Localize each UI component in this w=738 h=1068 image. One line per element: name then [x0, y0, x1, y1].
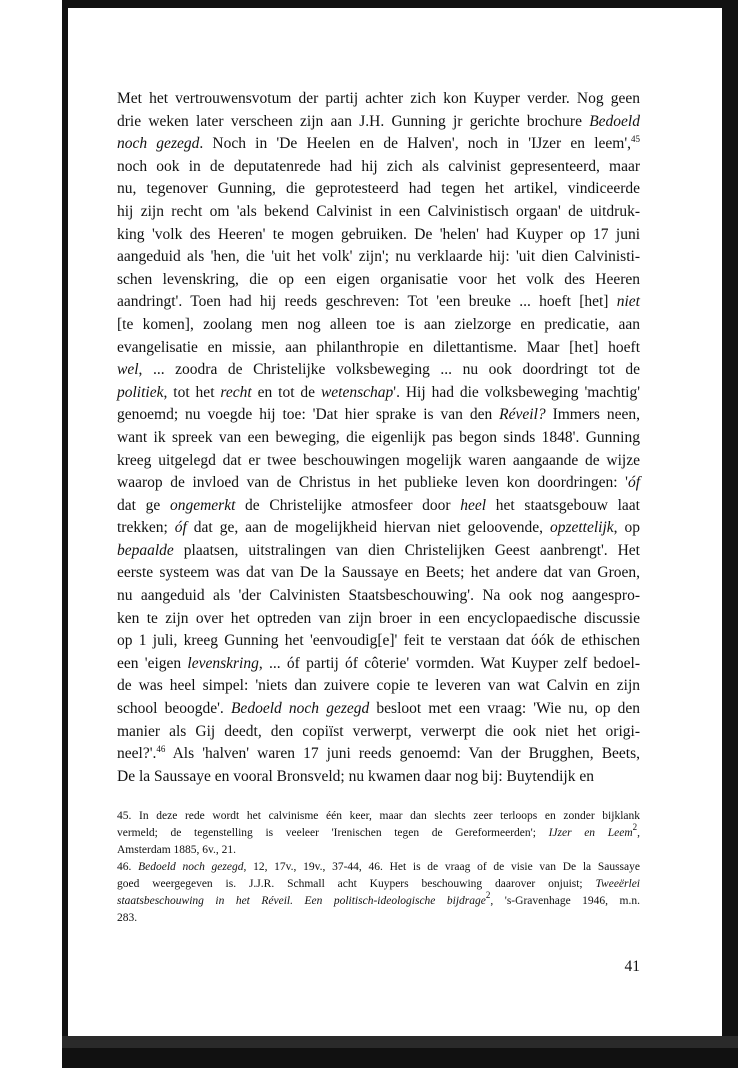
footnote-line: staatsbeschouwing in het Réveil. Een politisch-ideologische bijdrage$^2$, 's-Gravenhage 1946, m.n. — [117, 890, 641, 907]
text-line: op 1 juli, kreeg Gunning het 'eenvoudig[e]' feit te verstaan dat óók de ethischen — [117, 632, 640, 650]
text-line: nu aangeduid als 'der Calvinisten Staatsbeschouwing'. Na ook nog aangespro- — [117, 587, 640, 605]
text-line: noch gezegd. Noch in 'De Heelen en de Halven', noch in 'IJzer en leem',$^{45}$ — [117, 134, 640, 153]
text-line: king 'volk des Heeren' te mogen gebruiken. De 'helen' had Kuyper op 17 juni — [117, 225, 640, 243]
text-line: aandringt'. Toen had hij reeds geschreven: Tot 'een breuke ... hoeft [het] niet — [117, 293, 640, 311]
footnotes — [117, 808, 640, 927]
text-line: want ik spreek van een beweging, die eigenlijk pas begon sinds 1848'. Gunning — [117, 428, 640, 446]
page-number: 41 — [624, 958, 640, 975]
text-line: drie weken later verscheen zijn aan J.H. Gunning jr gerichte brochure Bedoeld — [117, 112, 640, 130]
scan-border-top — [62, 0, 738, 8]
text-line: trekken; óf dat ge, aan de mogelijkheid hiervan niet geloovende, opzettelijk, op — [117, 519, 640, 537]
text-line: school beoogde'. Bedoeld noch gezegd besloot met een vraag: 'Wie nu, op den — [117, 700, 640, 718]
scan-border-right — [722, 0, 738, 1068]
text-line: schen levenskring, die op een eigen organisatie voor het volk des Heeren — [117, 270, 640, 288]
text-line: nu, tegenover Gunning, die geprotesteerd had tegen het artikel, vindiceerde — [117, 180, 640, 198]
text-line: waarop de invloed van de Christus in het publieke leven kon doordringen: 'óf — [117, 474, 640, 492]
text-line: eerste systeem was dat van De la Saussaye en Beets; het andere dat van Groen, — [117, 564, 640, 582]
footnote-45 — [117, 808, 640, 859]
main-paragraph — [117, 88, 640, 788]
text-line: evangelisatie en missie, aan philanthropie en dilettantisme. Maar [het] hoeft — [117, 338, 640, 356]
text-line: aangeduid als 'hen, die 'uit het volk' zijn'; nu verklaarde hij: 'uit dien Calvinisti- — [117, 248, 640, 266]
text-line: ken te zijn over het optreden van zijn broer in een encyclopaedische discussie — [117, 609, 640, 627]
text-line: neel?'.$^{46}$ Als 'halven' waren 17 juni reeds genoemd: Van der Brugghen, Beets, — [117, 744, 640, 763]
scan-border-bottom — [62, 1048, 738, 1068]
text-line: een 'eigen levenskring, ... óf partij óf côterie' vormden. Wat Kuyper zelf bedoel- — [117, 654, 640, 672]
text-line: kreeg uitgelegd dat er twee beschouwingen mogelijk waren aangaande de wijze — [117, 451, 640, 469]
text-line: manier als Gij deedt, den copiïst verwerpt, verwerpt die ook niet het origi- — [117, 722, 640, 740]
text-line: genoemd; nu voegde hij toe: 'Dat hier sprake is van den Réveil? Immers neen, — [117, 406, 641, 424]
footnote-line: Amsterdam 1885, 6v., 21. — [117, 844, 237, 856]
footnote-line: vermeld; de tegenstelling is veeleer 'Irenischen tegen de Gereformeerden'; IJzer en Leem$^2$, — [117, 822, 640, 839]
text-line: de was heel simpel: 'niets dan zuivere copie te leveren van wat Calvin en zijn — [117, 677, 640, 695]
footnote-46 — [117, 859, 640, 927]
scan-border-left — [62, 0, 68, 1068]
text-line: dat ge ongemerkt de Christelijke atmosfeer door heel het staatsgebouw laat — [117, 496, 640, 514]
text-line: De la Saussaye en vooral Bronsveld; nu kwamen daar nog bij: Buytendijk en — [117, 767, 594, 785]
text-line: [te komen], zoolang men nog alleen toe is aan zielzorge en predicatie, aan — [117, 315, 640, 333]
text-line: bepaalde plaatsen, uitstralingen van dien Christelijken Geest aanbrengt'. Het — [117, 541, 640, 559]
footnote-line: 45. In deze rede wordt het calvinisme één keer, maar dan slechts zeer terloops en zonder bijklank — [117, 810, 640, 822]
text-line: hij zijn recht om 'als bekend Calvinist in een Calvinistisch orgaan' de uitdruk- — [117, 202, 640, 220]
footnote-line: goed weergegeven is. J.J.R. Schmall acht Kuypers beschouwing daarover onjuist; Tweeërlei — [117, 878, 640, 890]
text-line: wel, ... zoodra de Christelijke volksbeweging ... nu ook doordringt tot de — [117, 361, 640, 379]
text-line: noch ook in de deputatenrede had hij zich als calvinist gepresenteerd, maar — [117, 157, 640, 175]
scan-border-bottom-shade — [62, 1036, 738, 1048]
footnote-line: 46. Bedoeld noch gezegd, 12, 17v., 19v., 37-44, 46. Het is de vraag of de visie van De la Saussaye — [117, 861, 640, 873]
footnote-line: 283. — [117, 912, 138, 924]
text-line: politiek, tot het recht en tot de wetenschap'. Hij had die volksbeweging 'machtig' — [117, 383, 640, 401]
text-line: Met het vertrouwensvotum der partij achter zich kon Kuyper verder. Nog geen — [117, 90, 640, 107]
